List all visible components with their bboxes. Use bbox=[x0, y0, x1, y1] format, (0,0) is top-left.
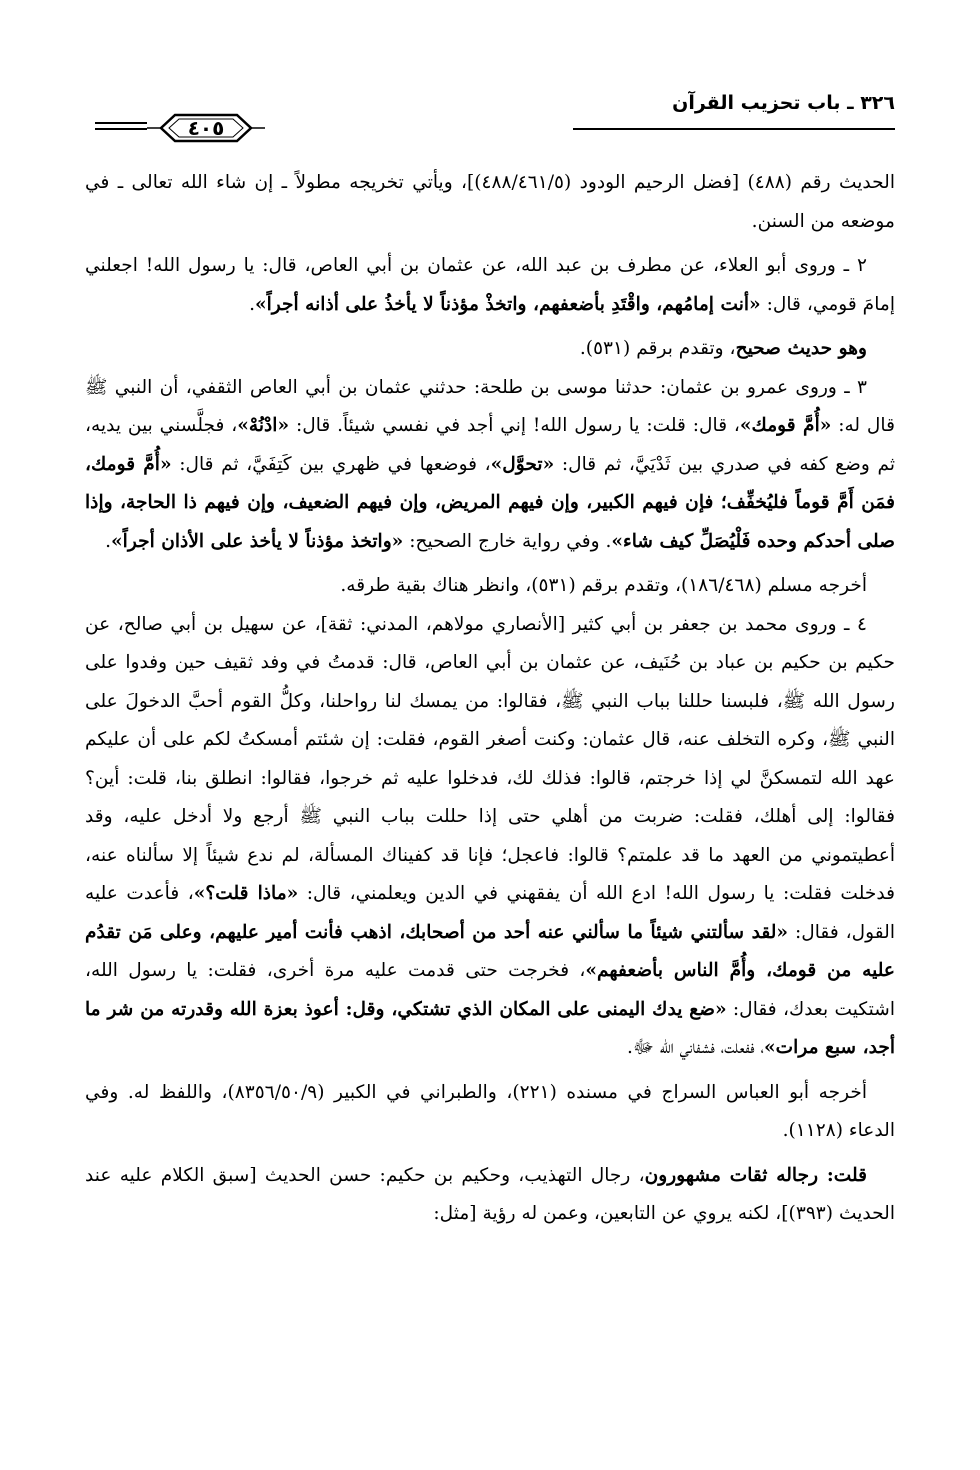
grading-text: قلت: رجاله ثقات مشهورون bbox=[644, 1164, 867, 1186]
text-run: ٣ ـ وروى عمرو بن عثمان: حدثنا موسى بن طلحة: حدثني عثمان بن أبي العاص الثقفي، أن النبي ﷺ قال له: bbox=[85, 376, 895, 436]
hadith-quote: «أُمَّ قومك، فمَن أَمَّ قوماً فليُخفِّف؛ فإن فيهم الكبير، وإن فيهم المريض، وإن فيهم الضعيف، وإن فيهم ذا الحاجة، وإذا صلى أحدكم وحده فَلْيُصَلِّ كيف شاء» bbox=[85, 453, 895, 552]
text-run: ، فأعدت عليه القول، فقال: bbox=[85, 883, 895, 943]
page-number-badge bbox=[147, 112, 265, 144]
paragraph: أخرجه أبو العباس السراج في مسنده (٢٢١)، والطبراني في الكبير (٨٣٥٦/٥٠/٩)، واللفظ له. وفي الدعاء (١١٢٨). bbox=[85, 1081, 895, 1141]
book-page bbox=[85, 78, 895, 1234]
paragraph bbox=[85, 247, 895, 324]
paragraph bbox=[85, 330, 895, 369]
text-run: ، فوضعها في ظهري بين كَتِفَيَّ، ثم قال: bbox=[171, 453, 491, 475]
header-rule-short bbox=[95, 128, 147, 130]
header-rule bbox=[573, 128, 895, 130]
text-run: . bbox=[105, 530, 112, 552]
hadith-quote: «ماذا قلت؟» bbox=[193, 883, 299, 904]
hadith-quote: «أنت إمامُهم، واقْتَدِ بأضعفهم، واتخذْ مؤذناً لا يأخذُ على أذانه أجراً» bbox=[254, 293, 761, 315]
text-run: ، ففعلت، فشفاني الله ﷻ. bbox=[626, 1037, 765, 1058]
header-rule-short bbox=[95, 122, 147, 124]
hadith-quote: «ادْنُهْ» bbox=[237, 415, 290, 436]
text-run: ٤ ـ وروى محمد بن جعفر بن أبي كثير [الأنصاري مولاهم، المدني: ثقة]، عن سهيل بن أبي صالح، عن حكيم بن حكيم بن عباد بن حُنَيف، عن عثمان بن أبي العاص، قال: قدمتُ في وفد ثقيف حين وفدوا على رسول الله ﷺ، فلبسنا حللنا بباب النبي ﷺ، فقالوا: من يمسك لنا رواحلنا، وكلُّ القوم أحبَّ الدخولَ على النبي ﷺ، وكره التخلف عنه، قال عثمان: وكنت أصغر القوم، فقلت: إن شئتم أمسكتُ لكم على أن عليكم عهد الله لتمسكنَّ لي إذا خرجتم، قالوا: فذلك لك، فدخلوا عليه ثم خرجوا، فقالوا: انطلق بنا، قلت: أين؟ فقالوا: إلى أهلك، فقلت: ضربت من أهلي حتى إذا حللت بباب النبي ﷺ أرجع ولا أدخل عليه، وقد أعطيتموني من العهد ما قد علمتم؟ قالوا: فاعجل؛ فإنا قد كفيناك المسألة، لم ندع شيئاً إلا سألناه عنه، فدخلت فقلت: يا رسول الله! ادع الله أن يفقهني في الدين ويعلمني، قال: bbox=[85, 613, 895, 904]
text-run: ، فجلَّسني بين يديه، ثم وضع كفه في صدري بين ثَدْيَيَّ، ثم قال: bbox=[85, 415, 895, 475]
running-title: ٣٢٦ ـ باب تحزيب القرآن bbox=[672, 92, 895, 114]
text-run: ، رجال التهذيب، وحكيم بن حكيم: حسن الحديث [سبق الكلام عليه عند الحديث (٣٩٣)]، لكنه يروي عن التابعين، وعمن له رؤية [مثل: bbox=[85, 1164, 895, 1224]
text-run: . bbox=[249, 293, 255, 315]
grading-text: وهو حديث صحيح bbox=[735, 338, 867, 359]
hadith-quote: «تحوَّل» bbox=[490, 453, 555, 475]
page-header bbox=[85, 78, 895, 142]
paragraph: الحديث رقم (٤٨٨) [فضل الرحيم الودود (٤٨٨/٤٦١/٥)]، ويأتي تخريجه مطولاً ـ إن شاء الله تعالى ـ في موضعه من السنن. bbox=[85, 172, 895, 232]
hadith-quote: «لقد سألتني شيئاً ما سألني عنه أحد من أصحابك، اذهب فأنت أمير عليهم، وعلى مَن تقدُم عليه من قومك، وأُمَّ الناس بأضعفهم» bbox=[85, 921, 896, 981]
page-number: ٤٠٥ bbox=[187, 116, 225, 140]
text-run: ، قال: قلت: يا رسول الله! إني أجد في نفسي شيئاً. قال: bbox=[289, 415, 740, 436]
paragraph bbox=[85, 369, 895, 562]
text-run: ٢ ـ وروى أبو العلاء، عن مطرف بن عبد الله، عن عثمان بن أبي العاص، قال: يا رسول الله! اجعلني إمامَ قومي، قال: bbox=[85, 255, 895, 315]
text-run: . وفي رواية خارج الصحيح: bbox=[403, 530, 612, 552]
hadith-quote: «أُمَّ قومك» bbox=[739, 415, 832, 436]
paragraph bbox=[85, 1157, 895, 1234]
paragraph: أخرجه مسلم (١٨٦/٤٦٨)، وتقدم برقم (٥٣١)، وانظر هناك بقية طرقه. bbox=[340, 575, 867, 596]
text-run: ، وتقدم برقم (٥٣١). bbox=[579, 338, 736, 359]
body-text bbox=[85, 164, 895, 1234]
paragraph bbox=[85, 606, 895, 1068]
hadith-quote: «واتخذ مؤذناً لا يأخذ على الأذان أجراً» bbox=[111, 530, 404, 552]
text-run: ، فخرجت حتى قدمت عليه مرة أخرى، فقلت: يا رسول الله، اشتكيت بعدك، فقال: bbox=[85, 960, 895, 1020]
hadith-quote: «ضع يدك اليمنى على المكان الذي تشتكي، وقل: أعوذ بعزة الله وقدرته من شر ما أجد، سبع مرات» bbox=[85, 998, 895, 1058]
